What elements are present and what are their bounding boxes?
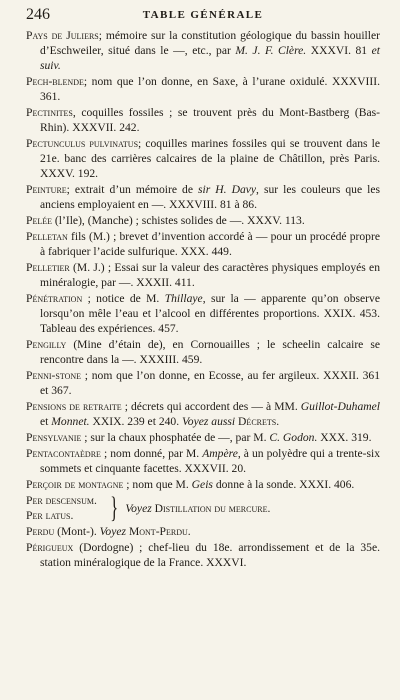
entry-text: donne à la sonde. XXXI. 406. bbox=[212, 478, 355, 491]
index-entries bbox=[26, 28, 380, 570]
entry-italic: Thillaye bbox=[164, 292, 203, 305]
entry-text: ; nom que l’on donne, en Ecosse, au fer argileux. XXXII. 361 et 367. bbox=[40, 369, 380, 397]
entry-text: ; nom donné, par M. bbox=[100, 447, 203, 460]
entry-headword: Penni-stone bbox=[26, 369, 82, 382]
entry-italic: Ampère bbox=[202, 447, 238, 460]
entry-headword: Pectinites bbox=[26, 106, 73, 119]
index-entry bbox=[26, 337, 380, 367]
entry-text: , sur les couleurs que les anciens employaient en —. XXXVIII. 81 à 86. bbox=[40, 183, 380, 211]
index-entry bbox=[26, 477, 380, 492]
index-entry bbox=[26, 524, 380, 539]
cross-reference: Décrets. bbox=[235, 415, 280, 428]
entry-italic: Monnet. bbox=[51, 415, 90, 428]
index-entry bbox=[26, 136, 380, 181]
index-entry bbox=[26, 74, 380, 104]
entry-headword: Pech-blende bbox=[26, 75, 84, 88]
entry-headword: Pensions de retraite bbox=[26, 400, 122, 413]
entry-text: (M. J.) ; Essai sur la valeur des caractères physiques employés en minéralogie, par —. XXXII. 411. bbox=[40, 261, 380, 289]
index-entry bbox=[26, 399, 380, 429]
index-entry bbox=[26, 213, 380, 228]
entry-italic: Voyez bbox=[99, 525, 127, 538]
entry-text: (Mine d’étain de), en Cornouailles ; le scheelin calcaire se rencontre dans la —. XXXIII. 459. bbox=[40, 338, 380, 366]
entry-text: ; notice de M. bbox=[82, 292, 165, 305]
entry-text: ; mémoire sur la constitution géologique du bassin houiller d’Eschweiler, situé dans le —, etc., par bbox=[40, 29, 380, 57]
entry-headword: Perdu bbox=[26, 525, 55, 538]
entry-headword: Perçoir de montagne bbox=[26, 478, 124, 491]
entry-text: XXXVI. 81 bbox=[306, 44, 372, 57]
entry-headword: Per latus. bbox=[26, 509, 74, 522]
running-head: TABLE GÉNÉRALE bbox=[142, 9, 264, 21]
entry-text: ; extrait d’un mémoire de bbox=[66, 183, 199, 196]
cross-reference: Distillation du mercure. bbox=[154, 501, 271, 515]
entry-headword: Pensylvanie bbox=[26, 431, 82, 444]
entry-text: fils (M.) ; brevet d’invention accordé à — pour un procédé propre à fabriquer l’acide sulfurique. XXX. 449. bbox=[40, 230, 380, 258]
entry-text: XXIX. 239 et 240. bbox=[89, 415, 183, 428]
index-entry bbox=[26, 28, 380, 73]
index-entry bbox=[26, 105, 380, 135]
entry-headword: Pelée bbox=[26, 214, 52, 227]
entry-headword: Pelletier bbox=[26, 261, 70, 274]
entry-italic: et suiv. bbox=[40, 44, 380, 72]
entry-italic: Guillot-Duhamel bbox=[300, 400, 381, 413]
entry-text: , coquilles fossiles ; se trouvent près du Mont-Bastberg (Bas-Rhin). XXXVII. 242. bbox=[40, 106, 380, 134]
entry-text: (l’Ile), (Manche) ; schistes solides de —. XXXV. 113. bbox=[52, 214, 305, 227]
entry-headword: Pentacontaèdre bbox=[26, 447, 101, 460]
entry-italic: C. Godon. bbox=[269, 431, 318, 444]
entry-text: (Dordogne) ; chef-lieu du 18e. arrondissement et de la 35e. station minéralogique de la France. XXXVI. bbox=[40, 541, 380, 569]
entry-italic: Voyez aussi bbox=[182, 415, 236, 428]
index-entry bbox=[26, 291, 380, 336]
entry-text: , à un polyèdre qui a trente-six sommets et cinquante facettes. XXXVII. 20. bbox=[40, 447, 380, 475]
entry-italic: sir H. Davy bbox=[198, 183, 257, 196]
entry-text: ; nom que l’on donne, en Saxe, à l’urane oxidulé. XXXVIII. 361. bbox=[40, 75, 380, 103]
entry-text: (Mont-). bbox=[54, 525, 100, 538]
index-entry bbox=[26, 229, 380, 259]
entry-headword: Per descensum. bbox=[26, 494, 97, 507]
entry-italic: Voyez bbox=[125, 501, 152, 515]
entry-headword: Pays de Juliers bbox=[26, 29, 99, 42]
index-entry bbox=[26, 430, 380, 445]
index-entry bbox=[26, 368, 380, 398]
page-number: 246 bbox=[26, 6, 50, 23]
index-entry bbox=[26, 182, 380, 212]
entry-text: ; sur la chaux phosphatée de —, par M. bbox=[81, 431, 270, 444]
index-entry bbox=[26, 540, 380, 570]
index-entry bbox=[26, 260, 380, 290]
entry-headword: Pengilly bbox=[26, 338, 67, 351]
entry-text: et bbox=[40, 415, 52, 428]
cross-reference: Mont-Perdu. bbox=[126, 525, 191, 538]
entry-headword: Pelletan bbox=[26, 230, 68, 243]
bracket-headwords bbox=[26, 493, 97, 523]
bracket-reference bbox=[125, 501, 270, 516]
entry-italic: Geis bbox=[191, 478, 213, 491]
bracketed-entry bbox=[26, 493, 380, 523]
index-entry bbox=[26, 446, 380, 476]
entry-text: ; coquilles marines fossiles qui se trouvent dans le 21e. banc des carrières calcaires de la plaine de Châtillon, près Paris. XXXV. 192. bbox=[40, 137, 380, 180]
entry-headword: Pectunculus pulvinatus bbox=[26, 137, 139, 150]
page-header bbox=[26, 6, 380, 28]
curly-brace-icon: } bbox=[110, 491, 119, 524]
entry-text: , sur la — apparente qu’on observe lorsqu’on mêle l’eau et l’alcool en différentes proportions. XXIX. 453. Tableau des expériences. 457. bbox=[40, 292, 380, 335]
entry-headword: Périgueux bbox=[26, 541, 74, 554]
entry-text: XXX. 319. bbox=[317, 431, 372, 444]
entry-headword: Pénétration bbox=[26, 292, 83, 305]
entry-italic: M. J. F. Clère. bbox=[235, 44, 307, 57]
entry-headword: Peinture bbox=[26, 183, 67, 196]
entry-text: ; décrets qui accordent des — à MM. bbox=[121, 400, 301, 413]
entry-text: ; nom que M. bbox=[123, 478, 192, 491]
